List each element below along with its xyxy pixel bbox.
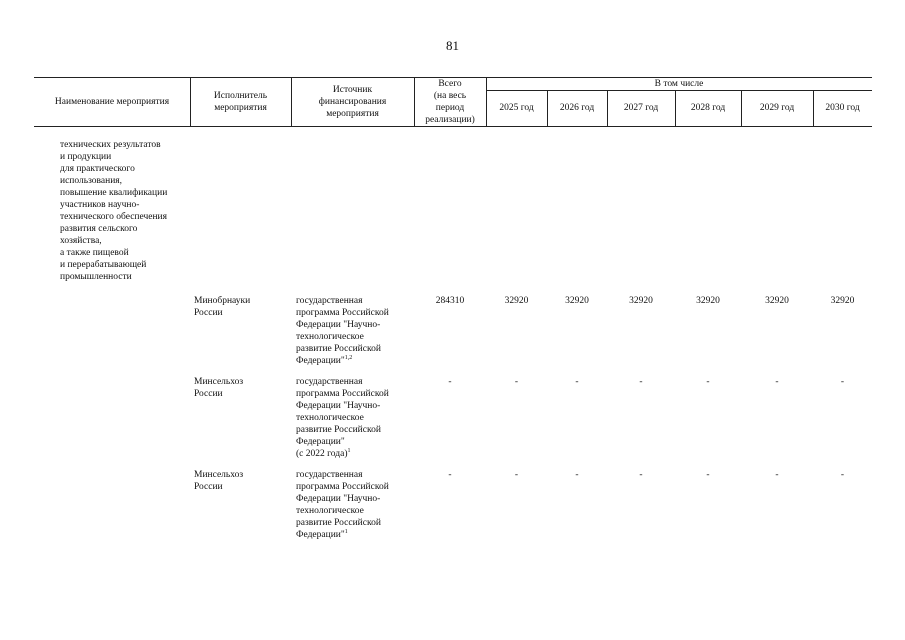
table-row-3-executor: Минсельхоз России bbox=[194, 470, 244, 492]
table-row-1-2027: 32920 bbox=[629, 296, 653, 306]
header-year-2030: 2030 год bbox=[825, 103, 860, 113]
table-row-1-2028: 32920 bbox=[696, 296, 720, 306]
table-row-1-2025: 32920 bbox=[504, 296, 529, 306]
table-row-2-2027: - bbox=[639, 377, 643, 387]
header-year-2029: 2029 год bbox=[759, 103, 795, 113]
header-year-2028: 2028 год bbox=[690, 103, 726, 113]
table-row-2-2028: - bbox=[706, 377, 710, 387]
header-total: Всего (на весь период реализации) bbox=[425, 79, 475, 125]
table-row-2-2029: - bbox=[775, 377, 779, 387]
table-row-3-2029: - bbox=[775, 470, 779, 480]
table-row-2-2026: - bbox=[575, 377, 579, 387]
activity-name-text: технических результатов и продукции для практического использования, повышение квалификации участников научно- технического обеспечения развития сельского хозяйства, а также пищевой и перерабатывающей промышленности bbox=[60, 140, 168, 282]
header-funding-source: Источник финансирования мероприятия bbox=[318, 85, 387, 119]
header-executor: Исполнитель мероприятия bbox=[213, 91, 268, 113]
table-row-1-total: 284310 bbox=[435, 296, 465, 306]
table-row-2-executor: Минсельхоз России bbox=[194, 377, 244, 399]
table-row-1-source: государственная программа Российской Федерации "Научно- технологическое развитие Российской Федерации"$^{1,2}$ bbox=[296, 296, 389, 366]
table-row-1-2029: 32920 bbox=[765, 296, 789, 306]
table-row-3-2028: - bbox=[706, 470, 710, 480]
table-row-3-source: государственная программа Российской Федерации "Научно- технологическое развитие Российской Федерации"$^1$ bbox=[296, 470, 389, 540]
table-row-3-2030: - bbox=[840, 470, 845, 480]
table-row-3-2026: - bbox=[575, 470, 579, 480]
table-row-2-source: государственная программа Российской Федерации "Научно- технологическое развитие Российской Федерации" (с 2022 года)$^1$ bbox=[296, 377, 389, 459]
page-number: 81 bbox=[446, 38, 459, 53]
table-row-1-2026: 32920 bbox=[565, 296, 589, 306]
header-bottom-border bbox=[34, 126, 872, 127]
table-row-3-2027: - bbox=[639, 470, 643, 480]
header-year-2027: 2027 год bbox=[623, 103, 659, 113]
table-row-2-2030: - bbox=[840, 377, 845, 387]
table-row-3-total: - bbox=[448, 470, 452, 480]
footnote-mark: 1,2 bbox=[344, 354, 353, 361]
table-row-2-total: - bbox=[448, 377, 452, 387]
table-row-1-executor: Минобрнауки России bbox=[194, 296, 251, 318]
header-year-2026: 2026 год bbox=[559, 103, 595, 113]
header-year-2025: 2025 год bbox=[499, 103, 534, 113]
header-including-group: В том числе bbox=[654, 79, 704, 89]
table-row-3-2025: - bbox=[514, 470, 519, 480]
footnote-mark: 1 bbox=[347, 447, 351, 454]
header-activity-name: Наименование мероприятия bbox=[54, 97, 170, 107]
table-row-1-2030: 32920 bbox=[830, 296, 855, 306]
footnote-mark: 1 bbox=[344, 528, 348, 535]
table-row-2-2025: - bbox=[514, 377, 519, 387]
years-divider bbox=[486, 90, 872, 91]
